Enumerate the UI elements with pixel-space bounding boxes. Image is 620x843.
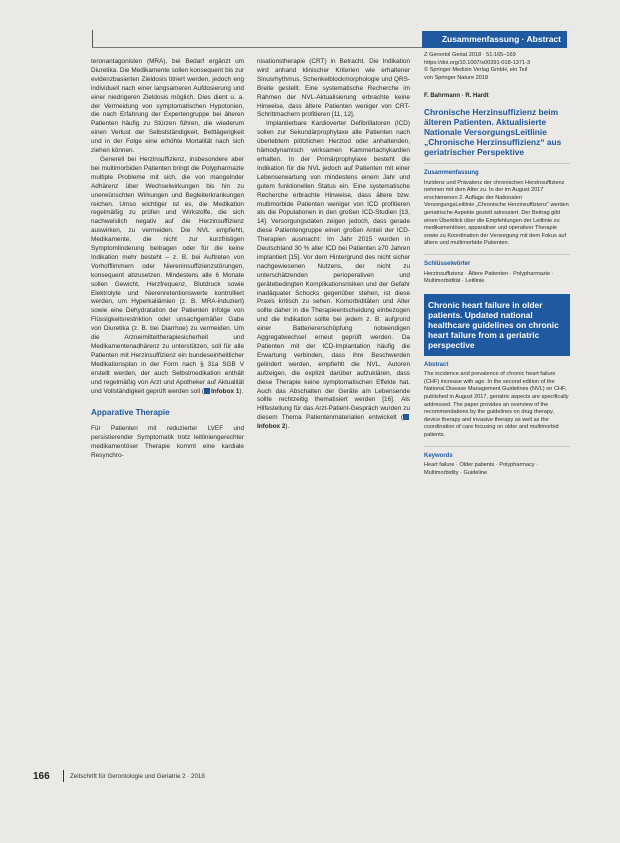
title-german: Chronische Herzinsuffizienz beim älteren Patienten. Aktualisierte Nationale VersorgungsLeitlinie „Chronische Herzinsuffizienz“ aus geriatrischer Perspektive bbox=[424, 106, 562, 157]
paragraph-tail: ). bbox=[239, 387, 244, 395]
keywords-en: Heart failure · Older patients · Polypharmacy · Multimorbidity · Guideline bbox=[424, 462, 539, 476]
infobox-marker-icon bbox=[204, 388, 210, 394]
paragraph: Für Patienten mit reduzierter LVEF und persistierender Symptomatik trotz leitliniengerechter medikamentöser Therapie kommt eine kardiale Resynchro- bbox=[91, 425, 244, 460]
divider bbox=[424, 446, 570, 447]
header-rule bbox=[92, 47, 422, 48]
keywords-heading-de: Schlüsselwörter bbox=[424, 260, 471, 267]
doi-link[interactable]: https://doi.org/10.1007/s00391-018-1371-3 bbox=[424, 59, 531, 66]
infobox-reference[interactable]: Infobox 2 bbox=[257, 423, 286, 431]
text-column-middle bbox=[257, 58, 410, 432]
citation-line: © Springer Medizin Verlag GmbH, ein Teil bbox=[424, 67, 528, 74]
paragraph bbox=[91, 156, 244, 396]
summary-heading: Zusammenfassung bbox=[424, 169, 479, 176]
paragraph: nisationstherapie (CRT) in Betracht. Die Indikation wird anhand klinischer Kriterien wie erhaltener Sinusrhythmus, Schenkelblockmorphologie und QRS-Breite gestellt. Eine systematische Recherche im Rahmen der NVL-Aktualisierung erbrachte keine Hinweise, dass ältere Patienten weniger von CRT-Schrittmachern profitieren [11, 12]. bbox=[257, 58, 410, 119]
keywords-heading-en: Keywords bbox=[424, 452, 453, 459]
keywords-de: Herzinsuffizienz · Ältere Patienten · Polypharmazie · Multimorbidität · Leitlinie bbox=[424, 270, 554, 285]
infobox-marker-icon bbox=[403, 414, 409, 420]
citation-line: Z Gerontol Geriat 2018 · 51:165–169 bbox=[424, 52, 516, 58]
paragraph bbox=[257, 120, 410, 432]
page-number: 166 bbox=[33, 771, 50, 782]
infobox-reference[interactable]: Infobox 1 bbox=[210, 387, 240, 395]
section-heading: Apparative Therapie bbox=[91, 408, 170, 418]
abstract-text: The incidence and prevalence of chronic heart failure (CHF) increase with age. In the second edition of the National Disease Management Guidelines (NVL) on CHF, published in August 2017, geriatric aspects are specifically addressed. The paper provides an overview of the recommendations by the guidelines on drug therapy, device therapy and invasive therapy as well as the coordination of care focusing on older and multimorbid patients. bbox=[424, 371, 569, 439]
journal-name: Zeitschrift für Gerontologie und Geriatrie 2 · 2018 bbox=[70, 773, 205, 780]
paragraph-text: Implantierbare Kardioverter Defibrillatoren (ICD) sollen zur Sekundärprophylaxe alle Patienten nach überlebtem plötzlichen Herztod oder anhaltenden, hämodynamisch wirksamen Kammertachykardien erhalten. In der Primärprophylaxe besteht die Indikation für die NVL jedoch auf Patienten mit einer Lebenserwartung von mindestens einem Jahr und gutem funktionellen Status ein. Eine systematische Recherche erbrachte Hinweise, dass ältere bzw. multimorbide Patienten weniger von ICD profitieren als die Populationen in den großen ICD-Studien [13, 14]. Versorgungsdaten zeigen jedoch, dass gerade diese Patientengruppe einen großen Anteil der ICD-Therapien ausmacht: Im Jahr 2015 wurden in Deutschland 30 % aller ICD bei Patienten ≥70 Jahren implantiert [15]. Vor dem Hintergrund des nicht sicher nachgewiesenen Nutzens, der nicht zu unterschätzenden perioperativen und gerätebedingten Komplikationsrisiken und der Gefahr inadäquater Schocks gegenüber stehen, ist diese Praxis kritisch zu sehen. Komorbiditäten und Alter sollte daher in die Therapieentscheidung einbezogen und die Indikation sollte bei jedem z. B. aufgrund einer Batteriererschöpfung notwendigen Aggregatwechsel erneut geprüft werden. Da Patienten mit der ICD-Implantation häufig die Erwartung verbinden, dass ihre Beschwerden gelindert werden, empfiehlt die NVL, Autoren aufzeigen, die explizit darüber aufzuklären, dass diese Therapie keine symptomatischen Effekte hat. Auch das Abschalten der Geräte am Lebensende sollte rechtzeitig thematisiert werden [16]. Als Hilfestellung für das Arzt-Patient-Gespräch wurden zu diesem Thema Patientenmaterialien entwickelt ( bbox=[257, 120, 410, 422]
abstract-heading: Abstract bbox=[424, 361, 449, 368]
abstract-sidebar bbox=[424, 52, 570, 477]
title-english: Chronic heart failure in older patients. Updated national healthcare guidelines on chronic heart failure from a geriatric perspective bbox=[424, 294, 570, 356]
header-mark bbox=[92, 30, 93, 48]
citation-line: von Springer Nature 2018 bbox=[424, 74, 489, 81]
footer-separator bbox=[63, 770, 64, 782]
paragraph-tail: ). bbox=[285, 423, 290, 431]
authors: F. Bahrmann · R. Hardt bbox=[424, 93, 489, 100]
citation-meta bbox=[424, 52, 570, 82]
text-column-left bbox=[91, 58, 244, 461]
paragraph: teronantagonisten (MRA), bei Bedarf ergänzt um Diuretika. Die Medikamente sollen konsequent bis zur evidenzbasierten Zieldosis titriert werden, jedoch eng individuell nach einer langsameren Aufdosierung und einer niedrigeren Zieldosis möglich. Dies dient u. a. der Vermeidung von symptomatischen Hypotonien, die nach Erfahrung der Expertengruppe bei älteren Patienten häufig zu Stürzen führen, die wiederum einen Verlust der Selbstständigkeit, Bettlägerigkeit und in der Folge eine erhöhte Mortalität nach sich ziehen können. bbox=[91, 58, 244, 155]
divider bbox=[424, 254, 570, 255]
section-label: Zusammenfassung · Abstract bbox=[422, 31, 567, 48]
divider bbox=[424, 163, 570, 164]
summary-text: Inzidenz und Prävalenz der chronischen Herzinsuffizienz nehmen mit dem Alter zu. In der im August 2017 erschienenen 2. Auflage der Nationalen VersorgungsLeitlinie „Chronische Herzinsuffizienz“ werden geriatrische Aspekte gezielt adressiert. Der Beitrag gibt einen Überblick über die Empfehlungen der Leitlinie zu medikamentöser, apparativer und operativer Therapie sowie zu Koordination der Versorgung mit dem Fokus auf ältere und multimorbide Patienten. bbox=[424, 179, 569, 247]
paragraph-text: Generell bei Herzinsuffizienz, insbesondere aber bei multimorbiden Patienten bringt die Polypharmazie multiple Probleme mit sich, die von mangelnder Adhärenz über Wechselwirkungen bis hin zu unerwünschten Wirkungen und Begleiterkrankungen reichen. Umso wichtiger ist es, die Medikation regelmäßig zu prüfen und Wirkstoffe, die sich nachweislich negativ auf die Herzinsuffizienz auswirken, zu vermeiden. Die NVL empfiehlt, Medikamente, die nicht zur kurzfristigen Symptomlinderung beitragen oder für die keine Indikation mehr besteht – z. B. bei Auftreten von Vorhofflimmern oder Niereninsuffizienzstörungen, konsequent abzusetzen. Mindestens alle 6 Monate sollen Gewicht, Herzfrequenz, Blutdruck sowie Elektrolyte und Nierenretentionswerte kontrolliert werden, um Hyperkaliämien (z. B. MRA-induziert) sowie eine Dehydratation der Patienten infolge von Flüssigkeitsrestriktion oder unsachgemäßer Gabe von Diuretika (z. B. bei Diarrhoe) zu vermeiden. Um die Arzneimitteltherapiesicherheit und Medikamentenadhärenz zu unterstützen, soll für alle Patienten mit Herzinsuffizienz ein bundeseinheitlicher Medikationsplan in der Form nach § 31a SGB V erstellt werden, der auch Selbstmedikation enthält und regelmäßig von Arzt und Apotheker auf Aktualität und Vollständigkeit geprüft werden soll ( bbox=[91, 155, 244, 395]
